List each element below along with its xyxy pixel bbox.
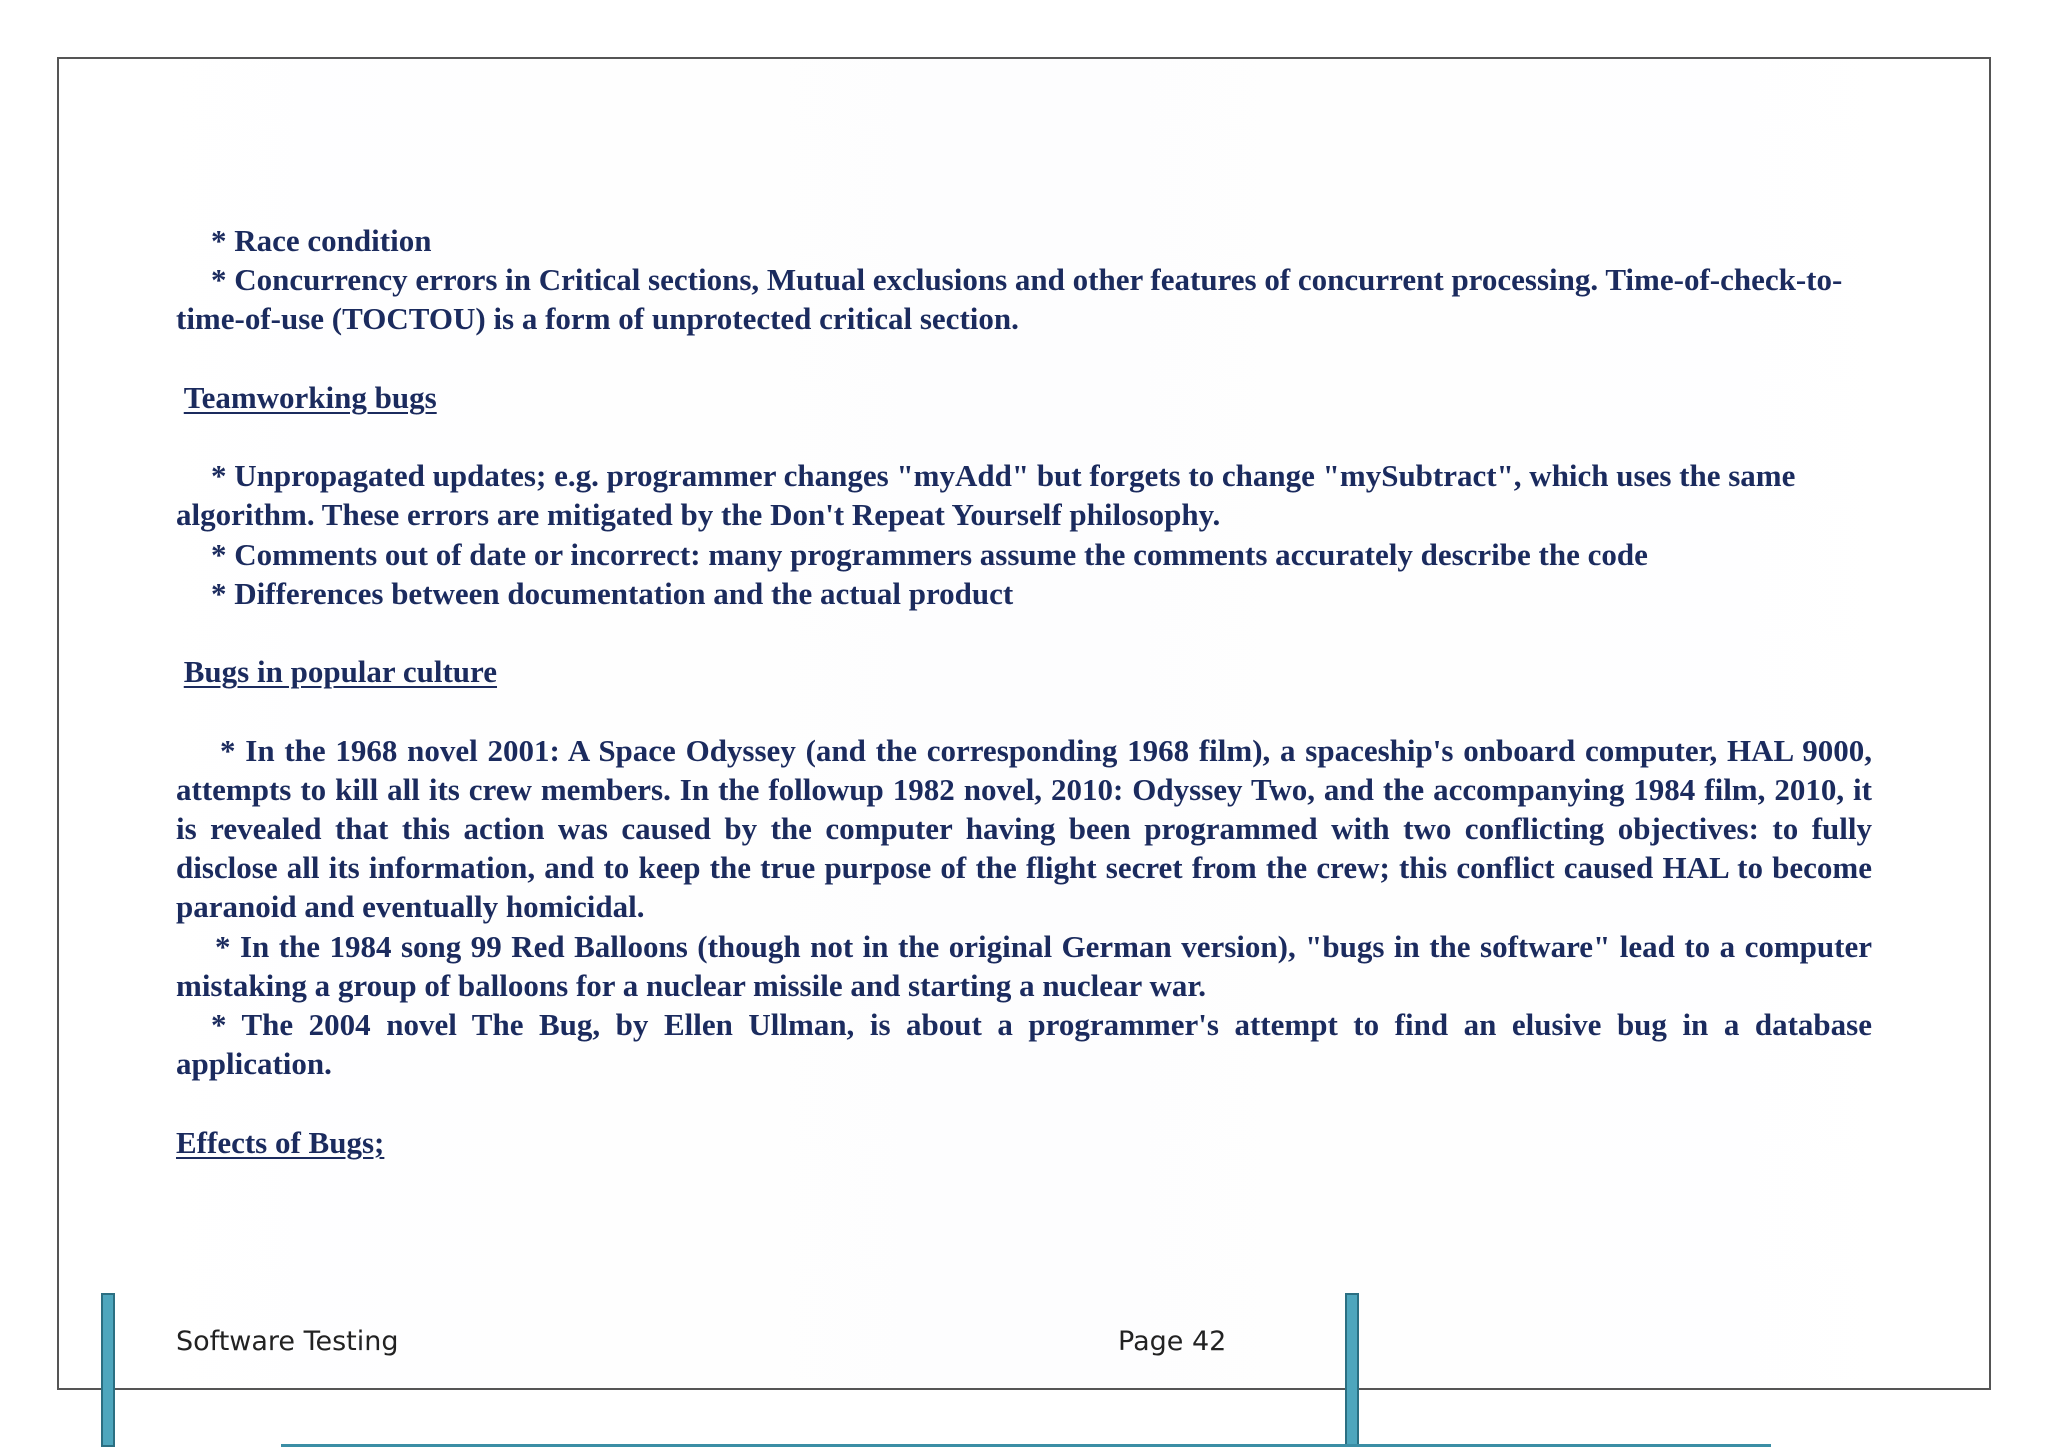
footer-page-number: Page 42 [1118, 1326, 1227, 1357]
concurrency-errors-item: * Concurrency errors in Critical sections, Mutual exclusions and other features of concurrent processing. Time-of-check-to-time-of-use (TOCTOU) is a form of unprotected critical section. [176, 262, 1843, 337]
effects-heading-text: Effects of Bugs; [176, 1124, 385, 1160]
the-bug-novel-item: * The 2004 novel The Bug, by Ellen Ullman, is about a programmer's attempt to find an elusive bug in a database application. [176, 1007, 1872, 1082]
effects-heading [176, 1123, 1872, 1162]
document-body [176, 221, 1872, 1162]
documentation-differences-item: * Differences between documentation and the actual product [211, 575, 1014, 611]
footer-right-accent-bar [1345, 1293, 1359, 1447]
comments-out-of-date-item: * Comments out of date or incorrect: many programmers assume the comments accurately describe the code [211, 536, 1648, 572]
teamworking-heading [176, 378, 1872, 417]
race-condition-item: * Race condition [211, 223, 432, 258]
popular-culture-heading [176, 652, 1872, 691]
spacer [176, 417, 1872, 456]
popular-culture-heading-text: Bugs in popular culture [183, 654, 498, 690]
red-balloons-item: * In the 1984 song 99 Red Balloons (though not in the original German version), "bugs in the software" lead to a computer mistaking a group of balloons for a nuclear missile and starting a nuclear war. [176, 928, 1872, 1003]
spacer [176, 339, 1872, 378]
footer-title: Software Testing [176, 1326, 399, 1357]
footer-left-accent-bar [101, 1293, 115, 1447]
spacer [176, 613, 1872, 652]
spacer [176, 691, 1872, 730]
spacer [176, 1083, 1872, 1122]
teamworking-heading-text: Teamworking bugs [183, 379, 437, 415]
space-odyssey-item: * In the 1968 novel 2001: A Space Odyssey (and the corresponding 1968 film), a spaceship's onboard computer, HAL 9000, attempts to kill all its crew members. In the followup 1982 novel, 2010: Odyssey Two, and the accompanying 1984 film, 2010, it is revealed that this action was caused by the computer having been programmed with two conflicting objectives: to fully disclose all its information, and to keep the true purpose of the flight secret from the crew; this conflict caused HAL to become paranoid and eventually homicidal. [176, 732, 1872, 925]
unpropagated-updates-item: * Unpropagated updates; e.g. programmer changes "myAdd" but forgets to change "mySubtract", which uses the same algorithm. These errors are mitigated by the Don't Repeat Yourself philosophy. [176, 458, 1796, 533]
